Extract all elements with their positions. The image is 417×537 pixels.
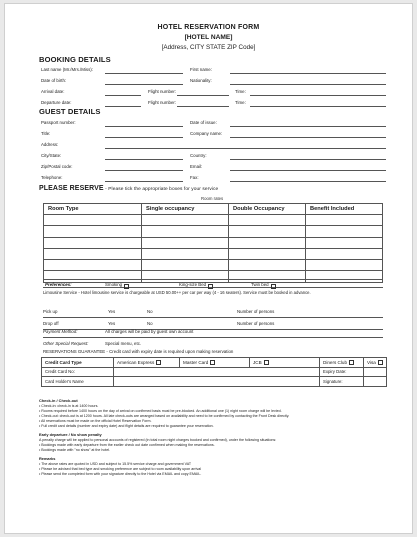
room-row bbox=[44, 260, 383, 271]
guarantee-note: RESERVATIONS GUARANTEE - Credit card with expiry date is required upon making reservation bbox=[43, 349, 234, 354]
special-request-text[interactable]: Special menu, etc. bbox=[105, 341, 142, 346]
col-single: Single occupancy bbox=[142, 204, 229, 215]
dob-label: Date of birth: bbox=[41, 78, 67, 83]
country-label: Country: bbox=[190, 153, 207, 158]
room-table-header bbox=[44, 204, 383, 215]
double-occupancy-cell[interactable] bbox=[229, 237, 306, 248]
date-of-issue-field[interactable] bbox=[230, 126, 386, 127]
benefit-cell[interactable] bbox=[306, 226, 383, 237]
arrival-flight-label: Flight number: bbox=[148, 89, 177, 94]
departure-flight-field[interactable] bbox=[177, 106, 229, 107]
single-occupancy-cell[interactable] bbox=[142, 237, 229, 248]
double-occupancy-cell[interactable] bbox=[229, 226, 306, 237]
col-double: Double Occupancy bbox=[229, 204, 306, 215]
benefit-cell[interactable] bbox=[306, 260, 383, 271]
double-occupancy-cell[interactable] bbox=[229, 260, 306, 271]
address-label: Address: bbox=[41, 142, 59, 147]
departure-date-field[interactable] bbox=[105, 106, 141, 107]
form-title: HOTEL RESERVATION FORM bbox=[157, 24, 260, 31]
jcb-label: JCB bbox=[253, 359, 262, 365]
room-type-cell[interactable] bbox=[44, 226, 142, 237]
card-holder-field[interactable] bbox=[114, 377, 320, 387]
special-request-label: Other Special Request: bbox=[43, 341, 89, 346]
guest-details-heading: GUEST DETAILS bbox=[39, 107, 101, 116]
nationality-field[interactable] bbox=[230, 84, 386, 85]
jcb-option[interactable] bbox=[250, 358, 320, 368]
pickup-yes[interactable]: Yes bbox=[108, 309, 116, 314]
pickup-label: Pick up bbox=[43, 309, 58, 314]
expiry-label: Expiry Date: bbox=[320, 367, 364, 377]
checkin-item: • All reservations must be made on the official Hotel Reservation Form. bbox=[39, 419, 152, 423]
double-occupancy-cell[interactable] bbox=[229, 248, 306, 259]
city-state-field[interactable] bbox=[105, 159, 183, 160]
twin-bed-option[interactable] bbox=[251, 282, 269, 287]
room-rates-table bbox=[43, 203, 383, 283]
arrival-date-field[interactable] bbox=[105, 95, 141, 96]
card-holder-row bbox=[42, 377, 387, 387]
zip-field[interactable] bbox=[105, 170, 183, 171]
signature-label: Signature: bbox=[320, 377, 364, 387]
master-option[interactable] bbox=[180, 358, 250, 368]
double-occupancy-cell[interactable] bbox=[229, 215, 306, 226]
king-bed-label: King-size Bed bbox=[179, 282, 207, 287]
room-row bbox=[44, 226, 383, 237]
single-occupancy-cell[interactable] bbox=[142, 215, 229, 226]
single-occupancy-cell[interactable] bbox=[142, 260, 229, 271]
arrival-flight-field[interactable] bbox=[177, 95, 229, 96]
dropoff-row-line bbox=[43, 329, 383, 330]
please-reserve-note: - Please tick the appropriate boxes for your service bbox=[103, 187, 219, 192]
room-type-cell[interactable] bbox=[44, 248, 142, 259]
passport-label: Passport number: bbox=[41, 120, 76, 125]
card-type-label: Credit Card Type bbox=[42, 358, 114, 368]
single-occupancy-cell[interactable] bbox=[142, 226, 229, 237]
company-label: Company name: bbox=[190, 131, 223, 136]
checkin-item: • Check-in: check-in is at 1400 hours. bbox=[39, 404, 99, 408]
checkin-item: • Check-out: check-out is at 1200 hours. All late check-outs are arranged based on availability and need to be confirmed by contacting the Front Desk directly. bbox=[39, 414, 290, 418]
expiry-field[interactable] bbox=[364, 367, 387, 377]
fax-label: Fax: bbox=[190, 175, 199, 180]
telephone-field[interactable] bbox=[105, 181, 183, 182]
diners-checkbox[interactable] bbox=[349, 360, 354, 365]
remarks-item: • The above rates are quoted in USD and subject to 15.5% service charge and government VAT bbox=[39, 462, 192, 466]
city-state-label: City/State: bbox=[41, 153, 62, 158]
departure-flight-label: Flight number: bbox=[148, 100, 177, 105]
king-bed-checkbox[interactable] bbox=[208, 284, 213, 289]
remarks-item: • Please be advised that bed type and smoking preference are subject to room availability upon arrival bbox=[39, 467, 202, 471]
dropoff-label: Drop off bbox=[43, 321, 59, 326]
amex-option[interactable] bbox=[114, 358, 180, 368]
checkin-heading: Check-in / Check-out bbox=[39, 398, 78, 403]
card-holder-label: Card Holder's Name bbox=[42, 377, 114, 387]
arrival-time-label: Time: bbox=[235, 89, 246, 94]
remarks-heading: Remarks bbox=[39, 456, 56, 461]
preferences-label: Preferences: bbox=[45, 282, 72, 287]
payment-method-label: Payment Method: bbox=[43, 329, 78, 334]
early-item: A penalty charge will be applied to personal accounts of registered (in total room night charges booked and confirmed), under the following situations: bbox=[39, 438, 277, 442]
payment-method-text: All charges will be paid by guest own account bbox=[105, 329, 194, 334]
zip-label: Zip/Postal code: bbox=[41, 164, 73, 169]
twin-bed-checkbox[interactable] bbox=[271, 284, 276, 289]
room-type-cell[interactable] bbox=[44, 215, 142, 226]
dropoff-persons-label: Number of persons bbox=[237, 321, 275, 326]
departure-date-label: Departure date: bbox=[41, 100, 72, 105]
remarks-item: • Please send the completed form with your signature directly to the Hotel via EMAIL and copy EMAIL. bbox=[39, 472, 202, 476]
dropoff-yes[interactable]: Yes bbox=[108, 321, 116, 326]
departure-time-field[interactable] bbox=[250, 106, 386, 107]
col-room-type: Room Type bbox=[44, 204, 142, 215]
diners-option[interactable] bbox=[320, 358, 364, 368]
please-reserve-heading: PLEASE RESERVE - Please tick the appropriate boxes for your service bbox=[39, 185, 219, 192]
room-row bbox=[44, 237, 383, 248]
preferences-row bbox=[43, 279, 383, 288]
card-type-row bbox=[42, 358, 387, 368]
reservation-form-page bbox=[4, 3, 413, 534]
passport-field[interactable] bbox=[105, 126, 183, 127]
country-field[interactable] bbox=[230, 159, 386, 160]
col-benefit: Benefit Included bbox=[306, 204, 383, 215]
address-field[interactable] bbox=[105, 148, 386, 149]
room-type-cell[interactable] bbox=[44, 237, 142, 248]
credit-card-table bbox=[41, 357, 387, 387]
amex-label: American Express bbox=[117, 359, 155, 365]
pickup-persons-label: Number of persons bbox=[237, 309, 275, 314]
signature-field[interactable] bbox=[364, 377, 387, 387]
company-field[interactable] bbox=[230, 137, 386, 138]
amex-checkbox[interactable] bbox=[156, 360, 161, 365]
arrival-date-label: Arrival date: bbox=[41, 89, 65, 94]
pickup-row-line bbox=[43, 317, 383, 318]
twin-bed-label: Twin bed bbox=[251, 282, 269, 287]
last-name-field[interactable] bbox=[105, 73, 183, 74]
benefit-cell[interactable] bbox=[306, 237, 383, 248]
room-rows bbox=[44, 215, 383, 283]
title-label: Title: bbox=[41, 131, 51, 136]
visa-checkbox[interactable] bbox=[378, 360, 383, 365]
jcb-checkbox[interactable] bbox=[264, 360, 269, 365]
date-of-issue-label: Date of issue: bbox=[190, 120, 217, 125]
last-name-label: Last name (Mr./Mrs./Miss): bbox=[41, 67, 93, 72]
policies-section bbox=[39, 398, 391, 477]
master-checkbox[interactable] bbox=[210, 360, 215, 365]
first-name-label: First name: bbox=[190, 67, 212, 72]
card-number-label: Credit Card No: bbox=[42, 367, 114, 377]
card-number-row bbox=[42, 367, 387, 377]
visa-option[interactable] bbox=[364, 358, 387, 368]
booking-details-heading: BOOKING DETAILS bbox=[39, 55, 111, 64]
dropoff-no[interactable]: No bbox=[147, 321, 153, 326]
room-row bbox=[44, 248, 383, 259]
card-number-field[interactable] bbox=[114, 367, 320, 377]
limousine-note: Limousine Service - Hotel limousine service is chargeable at USD 50.00++ per car per way (4 - 16 seaters). Service must be booked in advance. bbox=[43, 290, 311, 295]
smoking-checkbox[interactable] bbox=[124, 284, 129, 289]
hotel-name: [HOTEL NAME] bbox=[184, 34, 233, 41]
telephone-label: Telephone: bbox=[41, 175, 63, 180]
benefit-cell[interactable] bbox=[306, 215, 383, 226]
hotel-address: [Address, CITY STATE ZIP Code] bbox=[161, 44, 256, 51]
email-field[interactable] bbox=[230, 170, 386, 171]
room-type-cell[interactable] bbox=[44, 260, 142, 271]
smoking-option[interactable] bbox=[105, 282, 122, 287]
benefit-cell[interactable] bbox=[306, 248, 383, 259]
room-row bbox=[44, 215, 383, 226]
smoking-label: Smoking bbox=[105, 282, 123, 287]
checkin-item: • Full credit card details (number and expiry date) and flight details are required to guarantee your reservation. bbox=[39, 424, 214, 428]
email-label: Email: bbox=[190, 164, 203, 169]
arrival-time-field[interactable] bbox=[250, 95, 386, 96]
master-label: Master Card bbox=[183, 359, 209, 365]
dob-field[interactable] bbox=[105, 84, 183, 85]
departure-time-label: Time: bbox=[235, 100, 246, 105]
single-occupancy-cell[interactable] bbox=[142, 248, 229, 259]
first-name-field[interactable] bbox=[230, 73, 386, 74]
pickup-no[interactable]: No bbox=[147, 309, 153, 314]
checkin-item: • Rooms required before 1400 hours on the day of arrival on confirmed basis must be pre-blocked. An additional one (1) night room charge will be levied. bbox=[39, 409, 282, 413]
room-rates-label: Room rates bbox=[201, 196, 224, 201]
payment-row-line bbox=[43, 337, 383, 338]
early-item: • Bookings made with "no show" at the hotel. bbox=[39, 448, 111, 452]
diners-label: Diners Club bbox=[323, 359, 347, 365]
title-field[interactable] bbox=[105, 137, 183, 138]
early-item: • Bookings made with early departure from the earlier check out date confirmed when making the reservations. bbox=[39, 443, 215, 447]
visa-label: Visa bbox=[367, 359, 376, 365]
nationality-label: Nationality: bbox=[190, 78, 212, 83]
king-bed-option[interactable] bbox=[179, 282, 206, 287]
fax-field[interactable] bbox=[230, 181, 386, 182]
early-departure-heading: Early departure / No show penalty bbox=[39, 432, 102, 437]
